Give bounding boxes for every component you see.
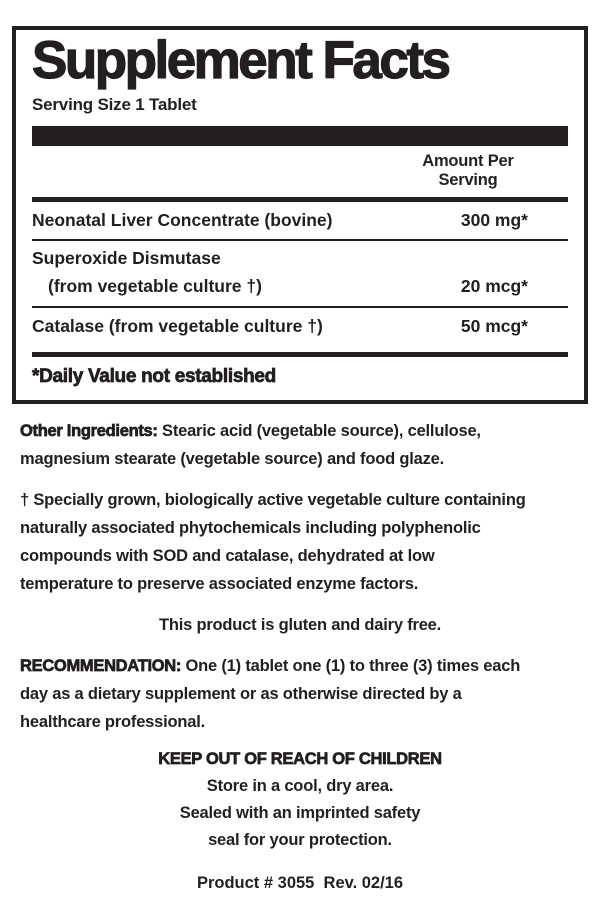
- ingredient-name: Neonatal Liver Concentrate (bovine): [32, 210, 333, 231]
- ingredient-amount: 20 mcg*: [460, 276, 528, 297]
- other-ingredients-text: Stearic acid (vegetable source), cellulose,: [157, 422, 481, 441]
- storage-line: Store in a cool, dry area.: [206, 777, 394, 796]
- recommendation-label: RECOMMENDATION:: [20, 657, 182, 676]
- recommendation-line3: healthcare professional.: [20, 713, 206, 732]
- other-ingredients-line2: magnesium stearate (vegetable source) and food glaze.: [20, 450, 445, 469]
- fact-row-sod-sub: [32, 270, 568, 306]
- amount-header-line2: Serving: [438, 171, 498, 190]
- fact-row-sod: [32, 241, 568, 306]
- storage-line: seal for your protection.: [208, 831, 392, 850]
- other-ingredients: [20, 417, 580, 473]
- culture-footnote-line: compounds with SOD and catalase, dehydrated at low: [20, 547, 435, 566]
- amount-header-line1: Amount Per: [422, 152, 514, 171]
- allergen-statement: This product is gluten and dairy free.: [158, 616, 442, 635]
- culture-footnote-line: naturally associated phytochemicals including polyphenolic: [20, 519, 481, 538]
- ingredient-amount: 50 mcg*: [460, 316, 528, 337]
- recommendation-line1: [20, 657, 520, 675]
- panel-title: Supplement Facts: [32, 31, 449, 90]
- culture-footnote-line: temperature to preserve associated enzyme factors.: [20, 575, 419, 594]
- daily-value-footnote: *Daily Value not established: [32, 366, 276, 388]
- storage-warning-block: [20, 746, 580, 854]
- ingredient-source: (from vegetable culture †): [48, 276, 262, 297]
- other-ingredients-line1: [20, 422, 481, 440]
- fact-row-catalase: [32, 308, 568, 345]
- culture-footnote-line: † Specially grown, biologically active vegetable culture containing: [20, 491, 526, 510]
- other-ingredients-label: Other Ingredients:: [20, 422, 158, 441]
- product-number-revision: Product # 3055 Rev. 02/16: [196, 874, 404, 893]
- supplement-facts-panel: [12, 26, 588, 404]
- keep-out-warning: KEEP OUT OF REACH OF CHILDREN: [158, 750, 442, 769]
- culture-footnote: [20, 486, 580, 598]
- medium-divider: [32, 352, 568, 357]
- amount-per-serving-header: [408, 152, 528, 190]
- ingredient-name: Catalase (from vegetable culture †): [32, 316, 323, 337]
- fact-row-liver: [32, 202, 568, 239]
- storage-line: Sealed with an imprinted safety: [179, 804, 421, 823]
- serving-size: Serving Size 1 Tablet: [32, 95, 197, 115]
- recommendation-line2: day as a dietary supplement or as otherwise directed by a: [20, 685, 462, 704]
- recommendation: [20, 652, 580, 736]
- ingredient-name: Superoxide Dismutase: [32, 248, 221, 269]
- recommendation-text: One (1) tablet one (1) to three (3) times each: [181, 657, 521, 676]
- ingredient-amount: 300 mg*: [460, 210, 528, 231]
- supplement-label: [0, 26, 600, 908]
- thick-divider-bar: [32, 126, 568, 146]
